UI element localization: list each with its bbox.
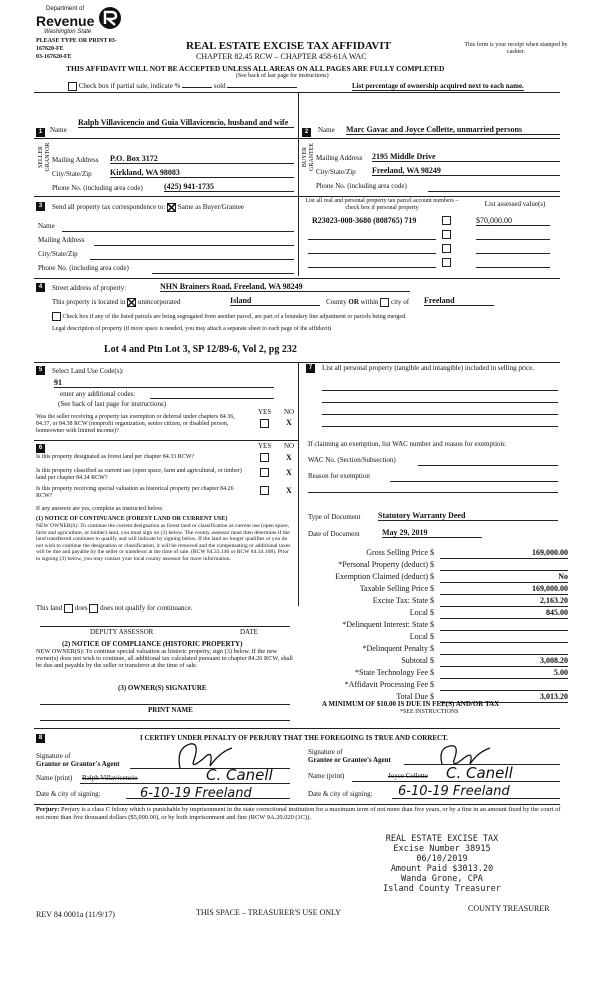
fee-dollar-sign: $ bbox=[430, 692, 434, 701]
buyer-city-label: City/State/Zip bbox=[316, 168, 356, 176]
corr-city-label: City/State/Zip bbox=[38, 250, 78, 258]
partial-sale bbox=[68, 82, 297, 91]
section-8-number: 8 bbox=[36, 734, 45, 743]
parcel-1-checkbox[interactable] bbox=[442, 216, 451, 225]
seller-name-label: Name bbox=[50, 126, 67, 134]
form-revision: REV 84 0001a (11/9/17) bbox=[36, 910, 115, 919]
section-4-number: 4 bbox=[36, 283, 45, 292]
fee-dollar-sign: $ bbox=[430, 644, 434, 653]
dept-sub: Washington State bbox=[44, 29, 92, 35]
historic-question: Is this property receiving special valuation as historical property per chapter 84.26 RCW? bbox=[36, 486, 234, 499]
current-use-question: Is this property classified as current use (open space, farm and agricultural, or timber) land per chapter 84.34 RCW? bbox=[36, 468, 242, 481]
fee-dollar-sign: $ bbox=[430, 584, 434, 593]
exemption-question: Was the seller receiving a property tax exemption or deferral under chapters 84.36, 84.37, or 84.38 RCW (nonprofit organization, senior citizen, or disabled person, homeowner with limited income)? bbox=[36, 414, 235, 434]
legal-description: Lot 4 and Ptn Lot 3, SP 12/89-6, Vol 2, pg 232 bbox=[104, 344, 297, 355]
see-back: (See back of last page for instructions) bbox=[236, 73, 329, 79]
certify-statement: I CERTIFY UNDER PENALTY OF PERJURY THAT THE FOREGOING IS TRUE AND CORRECT. bbox=[140, 734, 449, 742]
fee-value: No bbox=[440, 572, 568, 583]
fee-label: Subtotal bbox=[401, 656, 428, 665]
yes-header-6: YES bbox=[258, 442, 272, 450]
buyer-side-label: BUYER GRANTEE bbox=[302, 143, 315, 171]
form-warning: THIS AFFIDAVIT WILL NOT BE ACCEPTED UNLESS ALL AREAS ON ALL PAGES ARE FULLY COMPLETED bbox=[66, 64, 445, 73]
grantee-agent-label: Grantee or Grantee's Agent bbox=[308, 756, 391, 764]
buyer-phone-label: Phone No. (including area code) bbox=[316, 182, 407, 190]
section-7-number: 7 bbox=[306, 364, 315, 373]
see-instructions: *SEE INSTRUCTIONS bbox=[400, 709, 459, 715]
forest-no-mark: X bbox=[286, 453, 292, 462]
forest-question: Is this property designated as forest land per chapter 84.33 RCW? bbox=[36, 454, 195, 460]
fee-dollar-sign: $ bbox=[430, 548, 434, 557]
seller-phone: (425) 941-1735 bbox=[164, 182, 294, 192]
county-name: Island bbox=[230, 296, 320, 306]
current-use-no-mark: X bbox=[286, 468, 292, 477]
fee-value: 845.00 bbox=[440, 608, 568, 619]
seller-address: P.O. Box 3172 bbox=[110, 154, 294, 164]
notice-2-title: (2) NOTICE OF COMPLIANCE (HISTORIC PROPERTY) bbox=[62, 640, 243, 648]
parcel-number: R23023-008-3680 (808765) 719 bbox=[312, 216, 417, 225]
notice-1-title: (1) NOTICE OF CONTINUANCE (FOREST LAND OR CURRENT USE) bbox=[36, 516, 228, 522]
treasurer-stamp bbox=[372, 834, 512, 894]
grantor-agent-label: Grantor or Grantor's Agent bbox=[36, 760, 120, 768]
historic-no-mark: X bbox=[286, 486, 292, 495]
fee-label: Exemption Claimed (deduct) bbox=[335, 572, 428, 581]
ref-2: 03-167620-FE bbox=[36, 54, 72, 60]
fee-label: *Delinquent Penalty bbox=[362, 644, 428, 653]
fee-label: *State Technology Fee bbox=[354, 668, 428, 677]
notice-2-body: NEW OWNER(S): To continue special valuation as historic property, sign (3) below. If the new owner(s) does not wish to continue, all additional tax calculated pursuant to chapter 84.26 RCW, shall be due and payable by the seller or transferor at the time of sale. bbox=[36, 648, 293, 670]
parcel-2-checkbox[interactable] bbox=[442, 230, 451, 239]
fee-row bbox=[308, 668, 568, 678]
fee-value: 2,163.20 bbox=[440, 596, 568, 607]
doc-type-label: Type of Document bbox=[308, 513, 361, 521]
grantee-sig-label: Signature of bbox=[308, 748, 343, 756]
treasurer-space: THIS SPACE – TREASURER'S USE ONLY bbox=[196, 908, 341, 917]
fee-dollar-sign: $ bbox=[430, 560, 434, 569]
fee-label: Local bbox=[409, 608, 428, 617]
partial-sale-label: Check box if partial sale, indicate % bbox=[78, 82, 181, 91]
if-yes-note: If any answers are yes, complete as instructed below. bbox=[36, 506, 164, 512]
fee-value: 3,013.20 bbox=[440, 692, 568, 703]
dept-main: Revenue bbox=[36, 13, 95, 29]
buyer-name-label: Name bbox=[318, 126, 335, 134]
section-5-number: 5 bbox=[36, 366, 45, 375]
assessor-date-label: DATE bbox=[240, 628, 258, 636]
grantor-agent-name: C. Canell bbox=[206, 766, 273, 784]
additional-codes-label: enter any additional codes: bbox=[60, 390, 136, 398]
no-header-5: NO bbox=[284, 408, 295, 416]
buyer-address-label: Mailing Address bbox=[316, 154, 363, 162]
located-in-row: This property is located in unincorporated bbox=[52, 298, 181, 307]
form-chapter: CHAPTER 82.45 RCW – CHAPTER 458-61A WAC bbox=[196, 52, 367, 61]
no-header-6: NO bbox=[284, 442, 295, 450]
land-use-label: Select Land Use Code(s): bbox=[52, 367, 124, 375]
check-x-icon bbox=[167, 203, 176, 212]
form-title: REAL ESTATE EXCISE TAX AFFIDAVIT bbox=[186, 40, 391, 52]
corr-name-label: Name bbox=[38, 222, 55, 230]
grantor-sig-label: Signature of bbox=[36, 752, 71, 760]
dor-logo-icon bbox=[98, 6, 122, 30]
does-checkbox[interactable] bbox=[64, 604, 73, 613]
seller-name: Ralph Villavicencio and Guia Villavicencio, husband and wife bbox=[78, 118, 294, 128]
perjury-label: Perjury: bbox=[36, 806, 60, 813]
grantor-date-city: 6-10-19 Freeland bbox=[140, 786, 252, 801]
stamp-excise-number: Excise Number 38915 bbox=[393, 844, 491, 854]
assessed-header: List assessed value(s) bbox=[484, 200, 546, 208]
please-type: PLEASE TYPE OR PRINT 03- bbox=[36, 38, 117, 44]
section-6-number: 6 bbox=[36, 444, 45, 453]
correspondence-label: Send all property tax correspondence to: Same as Buyer/Grantee bbox=[52, 203, 244, 212]
seller-side-label: SELLER GRANTOR bbox=[38, 142, 51, 172]
fee-row bbox=[308, 656, 568, 666]
fee-label: Local bbox=[409, 632, 428, 641]
doc-date: May 29, 2019 bbox=[382, 528, 482, 538]
city-checkbox[interactable] bbox=[380, 298, 389, 307]
fee-label: Excise Tax: State bbox=[372, 596, 428, 605]
same-as-checkbox[interactable] bbox=[167, 203, 176, 212]
fee-row bbox=[308, 620, 568, 630]
does-not-checkbox[interactable] bbox=[89, 604, 98, 613]
current-use-yes-box[interactable] bbox=[260, 468, 269, 477]
fee-value: 169,000.00 bbox=[440, 548, 568, 559]
seller-phone-label: Phone No. (including area code) bbox=[52, 184, 143, 192]
fee-value bbox=[440, 620, 568, 631]
stamp-treasurer-title: Island County Treasurer bbox=[383, 884, 501, 894]
fee-value bbox=[440, 560, 568, 571]
fee-dollar-sign: $ bbox=[430, 608, 434, 617]
segregated-checkbox[interactable] bbox=[52, 312, 61, 321]
fee-value: 169,000.00 bbox=[440, 584, 568, 595]
street-label: Street address of property: bbox=[52, 284, 127, 292]
ownership-note: List percentage of ownership acquired next to each name. bbox=[352, 82, 524, 90]
parcel-header: List all real and personal property tax parcel account numbers – check box if personal property bbox=[305, 198, 459, 211]
stamp-treasurer-name: Wanda Grone, CPA bbox=[401, 874, 483, 884]
historic-yes-box[interactable] bbox=[260, 486, 269, 495]
fee-dollar-sign: $ bbox=[430, 680, 434, 689]
partial-sale-checkbox[interactable] bbox=[68, 82, 77, 91]
exemption-claim-label: If claiming an exemption, list WAC number and reason for exemption: bbox=[308, 440, 506, 448]
segregated-row: Check box if any of the listed parcels are being segregated from another parcel, are part of a boundary line adjustment or parcels being merged. bbox=[52, 312, 407, 321]
fee-row bbox=[308, 644, 568, 654]
fee-dollar-sign: $ bbox=[430, 620, 434, 629]
buyer-city: Freeland, WA 98249 bbox=[372, 166, 560, 176]
check-x-icon bbox=[127, 298, 136, 307]
grantee-printed-name: Joyce Collette bbox=[388, 772, 428, 780]
same-as-label: Same as Buyer/Grantee bbox=[177, 203, 244, 212]
perjury-note bbox=[36, 806, 562, 822]
grantor-name-print-label: Name (print) bbox=[36, 774, 73, 782]
parcel-3-checkbox[interactable] bbox=[442, 244, 451, 253]
personal-property-label: List all personal property (tangible and intangible) included in selling price. bbox=[322, 364, 535, 372]
continuance-row: This land does does not qualify for continuance. bbox=[36, 604, 193, 613]
exemption-no-mark: X bbox=[286, 418, 292, 427]
fee-value bbox=[440, 632, 568, 643]
doc-date-label: Date of Document bbox=[308, 530, 360, 538]
grantee-agent-name: C. Canell bbox=[446, 764, 513, 782]
yes-header-5: YES bbox=[258, 408, 272, 416]
grantee-name-print-label: Name (print) bbox=[308, 772, 345, 780]
county-treasurer: COUNTY TREASURER bbox=[468, 904, 550, 913]
fee-row bbox=[308, 608, 568, 618]
fee-label: Total Due bbox=[396, 692, 428, 701]
land-use-code: 91 bbox=[54, 378, 274, 388]
section-1-number: 1 bbox=[36, 128, 45, 137]
dept-top: Department of bbox=[46, 6, 85, 12]
fee-row bbox=[308, 680, 568, 690]
fee-label: Gross Selling Price bbox=[366, 548, 428, 557]
assessed-value: $70,000.00 bbox=[476, 216, 550, 226]
fee-row bbox=[308, 560, 568, 570]
fee-label: *Affidavit Processing Fee bbox=[344, 680, 428, 689]
fee-row bbox=[308, 596, 568, 606]
grantee-date-city: 6-10-19 Freeland bbox=[398, 784, 510, 799]
fee-value bbox=[440, 680, 568, 691]
legal-label: Legal description of property (if more space is needed, you may attach a separate sheet to each page of the affidavit) bbox=[52, 326, 332, 332]
city-name: Freeland bbox=[424, 296, 494, 306]
buyer-address: 2195 Middle Drive bbox=[372, 152, 560, 162]
fee-label: *Personal Property (deduct) bbox=[338, 560, 428, 569]
seller-address-label: Mailing Address bbox=[52, 156, 99, 164]
fee-value: 3,008.20 bbox=[440, 656, 568, 667]
fee-value bbox=[440, 644, 568, 655]
county-row: County OR within city of bbox=[326, 298, 410, 307]
stamp-amount: Amount Paid $3013.20 bbox=[390, 864, 494, 874]
buyer-name: Marc Gavac and Joyce Collette, unmarried persons bbox=[346, 125, 560, 135]
print-name-label: PRINT NAME bbox=[148, 706, 193, 714]
land-use-see-back: (See back of last page for instructions) bbox=[58, 400, 167, 408]
fee-value: 5.00 bbox=[440, 668, 568, 679]
owner-signature-label: (3) OWNER(S) SIGNATURE bbox=[118, 684, 207, 692]
fee-dollar-sign: $ bbox=[430, 632, 434, 641]
parcel-4-checkbox[interactable] bbox=[442, 258, 451, 267]
sold-label: sold bbox=[213, 82, 226, 91]
minimum-note: A MINIMUM OF $10.00 IS DUE IN FEE(S) AND/OR TAX bbox=[322, 700, 500, 708]
seller-city: Kirkland, WA 98083 bbox=[110, 168, 294, 178]
street-address: NHN Brainers Road, Freeland, WA 98249 bbox=[160, 282, 410, 292]
fee-row bbox=[308, 584, 568, 594]
corr-address-label: Mailing Address bbox=[38, 236, 85, 244]
forest-yes-box[interactable] bbox=[260, 453, 269, 462]
perjury-text: Perjury is a class C felony which is punishable by imprisonment in the state correctional institution for a maximum term of not more than five years, or by a fine in an amount fixed by the court of not more than five thousand dollars ($5,000.00), or by both imprisonment and fine (RCW 9A.20.020 (1C)). bbox=[36, 806, 561, 821]
wac-label: WAC No. (Section/Subsection) bbox=[308, 456, 396, 464]
section-2-number: 2 bbox=[302, 128, 311, 137]
fee-label: Taxable Selling Price bbox=[359, 584, 428, 593]
doc-type: Statutory Warranty Deed bbox=[378, 511, 558, 521]
fee-row bbox=[308, 572, 568, 582]
grantee-date-city-label: Date & city of signing: bbox=[308, 790, 373, 798]
unincorporated-checkbox[interactable] bbox=[127, 298, 136, 307]
ref-1: 167620-FE bbox=[36, 46, 64, 52]
fee-dollar-sign: $ bbox=[430, 596, 434, 605]
fee-dollar-sign: $ bbox=[430, 572, 434, 581]
stamp-date: 06/10/2019 bbox=[416, 854, 468, 864]
seller-city-label: City/State/Zip bbox=[52, 170, 92, 178]
reason-label: Reason for exemption bbox=[308, 472, 370, 480]
fee-label: *Delinquent Interest: State bbox=[342, 620, 428, 629]
exemption-yes-box[interactable] bbox=[260, 419, 269, 428]
fee-dollar-sign: $ bbox=[430, 656, 434, 665]
fee-row bbox=[308, 632, 568, 642]
corr-phone-label: Phone No. (including area code) bbox=[38, 264, 129, 272]
deputy-assessor-label: DEPUTY ASSESSOR bbox=[90, 628, 154, 636]
grantor-printed-name: Ralph Villavicencio bbox=[82, 774, 138, 782]
notice-1-body: NEW OWNER(S): To continue the current designation as forest land or classification as current use (open space, farm and agriculture, or timber) land, you must sign on (3) below. The county assessor must then determine if the land transferred continues to qualify and will indicate by signing below. If the land no longer qualifies or you do not wish to continue the designation or classification, it will be removed and the compensating or additional taxes will be due and payable by the seller or transferor at the time of sale. (RCW 84.33.140 or RCW 84.34.108). Prior to signing (3) below, you may contact your local county assessor for more information. bbox=[36, 523, 291, 562]
fee-row bbox=[308, 548, 568, 558]
stamp-line-1: REAL ESTATE EXCISE TAX bbox=[385, 834, 499, 844]
section-3-number: 3 bbox=[36, 202, 45, 211]
grantor-date-city-label: Date & city of signing: bbox=[36, 790, 101, 798]
receipt-note: This form is your receipt when stamped by cashier. bbox=[464, 42, 568, 55]
fee-dollar-sign: $ bbox=[430, 668, 434, 677]
